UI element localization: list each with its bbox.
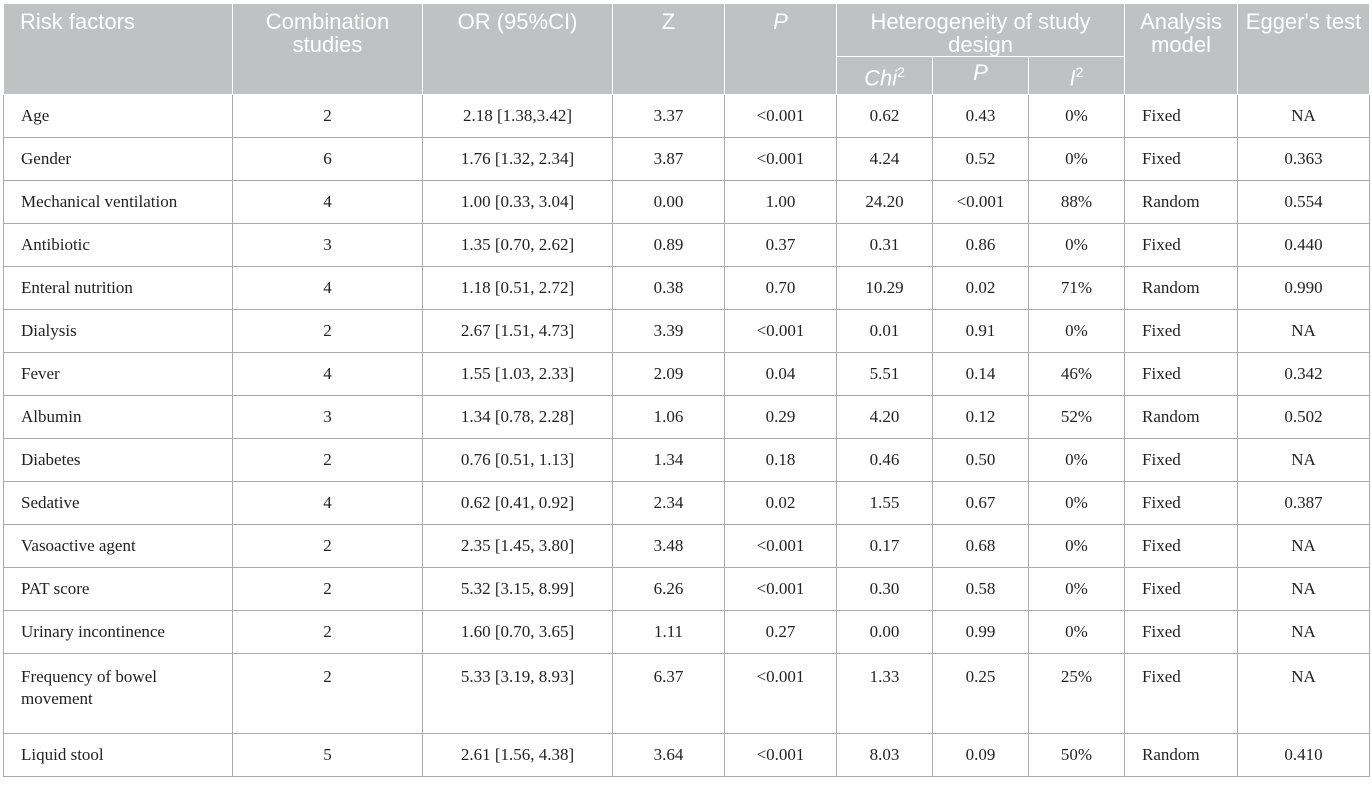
cell-z: 3.64 xyxy=(613,734,725,777)
cell-het-p: <0.001 xyxy=(933,181,1029,224)
cell-risk-factor: Liquid stool xyxy=(4,734,233,777)
risk-factors-table xyxy=(3,3,1370,777)
cell-z: 3.39 xyxy=(613,310,725,353)
cell-combination-studies: 4 xyxy=(233,267,423,310)
cell-chi2: 0.00 xyxy=(837,611,933,654)
cell-combination-studies: 5 xyxy=(233,734,423,777)
cell-risk-factor: Enteral nutrition xyxy=(4,267,233,310)
cell-het-p: 0.25 xyxy=(933,654,1029,734)
cell-analysis-model: Fixed xyxy=(1125,353,1238,396)
cell-i2: 0% xyxy=(1029,95,1125,138)
cell-analysis-model: Fixed xyxy=(1125,138,1238,181)
cell-combination-studies: 4 xyxy=(233,482,423,525)
cell-i2: 0% xyxy=(1029,611,1125,654)
cell-chi2: 5.51 xyxy=(837,353,933,396)
cell-or: 1.18 [0.51, 2.72] xyxy=(423,267,613,310)
cell-combination-studies: 2 xyxy=(233,654,423,734)
cell-risk-factor: Diabetes xyxy=(4,439,233,482)
cell-chi2: 0.31 xyxy=(837,224,933,267)
cell-z: 1.34 xyxy=(613,439,725,482)
cell-p: <0.001 xyxy=(725,310,837,353)
cell-eggers-test: 0.387 xyxy=(1238,482,1370,525)
cell-or: 1.60 [0.70, 3.65] xyxy=(423,611,613,654)
header-analysis-model: Analysis model xyxy=(1125,4,1238,95)
header-chi-text: Chi xyxy=(864,65,898,91)
table-row xyxy=(4,439,1370,482)
header-chi2 xyxy=(837,57,933,95)
cell-risk-factor: Vasoactive agent xyxy=(4,525,233,568)
cell-eggers-test: NA xyxy=(1238,95,1370,138)
table-row xyxy=(4,734,1370,777)
cell-i2: 46% xyxy=(1029,353,1125,396)
header-i-text: I xyxy=(1069,65,1076,91)
cell-het-p: 0.58 xyxy=(933,568,1029,611)
cell-combination-studies: 2 xyxy=(233,525,423,568)
cell-eggers-test: NA xyxy=(1238,568,1370,611)
cell-i2: 88% xyxy=(1029,181,1125,224)
header-risk-factors: Risk factors xyxy=(4,4,233,95)
cell-combination-studies: 3 xyxy=(233,224,423,267)
cell-eggers-test: NA xyxy=(1238,611,1370,654)
cell-chi2: 0.01 xyxy=(837,310,933,353)
cell-chi2: 0.62 xyxy=(837,95,933,138)
cell-or: 5.32 [3.15, 8.99] xyxy=(423,568,613,611)
cell-z: 3.37 xyxy=(613,95,725,138)
cell-het-p: 0.68 xyxy=(933,525,1029,568)
cell-risk-factor: Urinary incontinence xyxy=(4,611,233,654)
cell-het-p: 0.52 xyxy=(933,138,1029,181)
cell-z: 2.09 xyxy=(613,353,725,396)
cell-i2: 50% xyxy=(1029,734,1125,777)
cell-risk-factor: Antibiotic xyxy=(4,224,233,267)
cell-p: <0.001 xyxy=(725,734,837,777)
cell-combination-studies: 2 xyxy=(233,568,423,611)
cell-analysis-model: Fixed xyxy=(1125,95,1238,138)
cell-or: 2.61 [1.56, 4.38] xyxy=(423,734,613,777)
table-row xyxy=(4,138,1370,181)
cell-het-p: 0.91 xyxy=(933,310,1029,353)
cell-risk-factor: Age xyxy=(4,95,233,138)
cell-analysis-model: Fixed xyxy=(1125,611,1238,654)
cell-eggers-test: 0.440 xyxy=(1238,224,1370,267)
cell-i2: 0% xyxy=(1029,224,1125,267)
cell-or: 2.67 [1.51, 4.73] xyxy=(423,310,613,353)
cell-het-p: 0.09 xyxy=(933,734,1029,777)
header-or: OR (95%CI) xyxy=(423,4,613,95)
cell-p: <0.001 xyxy=(725,95,837,138)
cell-or: 1.34 [0.78, 2.28] xyxy=(423,396,613,439)
cell-eggers-test: NA xyxy=(1238,310,1370,353)
cell-i2: 0% xyxy=(1029,310,1125,353)
cell-het-p: 0.50 xyxy=(933,439,1029,482)
cell-p: <0.001 xyxy=(725,138,837,181)
cell-i2: 52% xyxy=(1029,396,1125,439)
table-row xyxy=(4,611,1370,654)
header-eggers-test: Egger's test xyxy=(1238,4,1370,95)
cell-p: 0.04 xyxy=(725,353,837,396)
table-row xyxy=(4,224,1370,267)
cell-p: <0.001 xyxy=(725,525,837,568)
cell-p: 0.37 xyxy=(725,224,837,267)
cell-eggers-test: 0.990 xyxy=(1238,267,1370,310)
cell-or: 5.33 [3.19, 8.93] xyxy=(423,654,613,734)
header-p xyxy=(725,4,837,95)
cell-or: 2.18 [1.38,3.42] xyxy=(423,95,613,138)
cell-combination-studies: 4 xyxy=(233,181,423,224)
cell-chi2: 8.03 xyxy=(837,734,933,777)
header-z: Z xyxy=(613,4,725,95)
cell-z: 0.00 xyxy=(613,181,725,224)
cell-analysis-model: Fixed xyxy=(1125,654,1238,734)
cell-z: 1.11 xyxy=(613,611,725,654)
cell-p: 0.29 xyxy=(725,396,837,439)
table-body xyxy=(4,95,1370,777)
cell-p: 0.02 xyxy=(725,482,837,525)
table-row xyxy=(4,568,1370,611)
cell-or: 1.35 [0.70, 2.62] xyxy=(423,224,613,267)
header-i2 xyxy=(1029,57,1125,95)
cell-eggers-test: NA xyxy=(1238,525,1370,568)
cell-i2: 71% xyxy=(1029,267,1125,310)
header-i-sup: 2 xyxy=(1075,64,1084,80)
cell-p: <0.001 xyxy=(725,654,837,734)
cell-analysis-model: Fixed xyxy=(1125,568,1238,611)
table-row xyxy=(4,396,1370,439)
cell-analysis-model: Fixed xyxy=(1125,482,1238,525)
header-combination-studies: Combination studies xyxy=(233,4,423,95)
cell-chi2: 0.46 xyxy=(837,439,933,482)
header-chi-sup: 2 xyxy=(897,64,905,80)
table-row xyxy=(4,310,1370,353)
table-row xyxy=(4,267,1370,310)
cell-eggers-test: 0.363 xyxy=(1238,138,1370,181)
cell-chi2: 0.17 xyxy=(837,525,933,568)
table-row xyxy=(4,95,1370,138)
cell-p: 0.18 xyxy=(725,439,837,482)
cell-eggers-test: NA xyxy=(1238,439,1370,482)
cell-combination-studies: 6 xyxy=(233,138,423,181)
table-header xyxy=(4,4,1370,95)
cell-combination-studies: 3 xyxy=(233,396,423,439)
table-row xyxy=(4,525,1370,568)
cell-risk-factor: Fever xyxy=(4,353,233,396)
cell-risk-factor: Albumin xyxy=(4,396,233,439)
cell-risk-factor: Frequency of bowel movement xyxy=(4,654,233,734)
cell-analysis-model: Random xyxy=(1125,267,1238,310)
cell-or: 0.76 [0.51, 1.13] xyxy=(423,439,613,482)
cell-chi2: 1.33 xyxy=(837,654,933,734)
cell-or: 1.00 [0.33, 3.04] xyxy=(423,181,613,224)
cell-het-p: 0.43 xyxy=(933,95,1029,138)
header-heterogeneity: Heterogeneity of study design xyxy=(837,4,1125,57)
cell-het-p: 0.14 xyxy=(933,353,1029,396)
cell-analysis-model: Fixed xyxy=(1125,310,1238,353)
cell-analysis-model: Random xyxy=(1125,181,1238,224)
cell-chi2: 24.20 xyxy=(837,181,933,224)
cell-p: 0.27 xyxy=(725,611,837,654)
table-row xyxy=(4,654,1370,734)
cell-i2: 0% xyxy=(1029,525,1125,568)
cell-analysis-model: Fixed xyxy=(1125,439,1238,482)
cell-combination-studies: 2 xyxy=(233,310,423,353)
cell-risk-factor: Dialysis xyxy=(4,310,233,353)
table-row xyxy=(4,181,1370,224)
cell-eggers-test: 0.410 xyxy=(1238,734,1370,777)
cell-eggers-test: 0.554 xyxy=(1238,181,1370,224)
cell-risk-factor: Gender xyxy=(4,138,233,181)
cell-het-p: 0.67 xyxy=(933,482,1029,525)
cell-z: 2.34 xyxy=(613,482,725,525)
cell-combination-studies: 2 xyxy=(233,95,423,138)
cell-i2: 0% xyxy=(1029,568,1125,611)
cell-combination-studies: 2 xyxy=(233,611,423,654)
cell-combination-studies: 4 xyxy=(233,353,423,396)
cell-z: 3.48 xyxy=(613,525,725,568)
cell-combination-studies: 2 xyxy=(233,439,423,482)
cell-risk-factor: PAT score xyxy=(4,568,233,611)
cell-i2: 0% xyxy=(1029,482,1125,525)
cell-chi2: 4.20 xyxy=(837,396,933,439)
cell-p: 0.70 xyxy=(725,267,837,310)
cell-het-p: 0.02 xyxy=(933,267,1029,310)
cell-z: 6.26 xyxy=(613,568,725,611)
cell-z: 0.38 xyxy=(613,267,725,310)
cell-z: 0.89 xyxy=(613,224,725,267)
cell-analysis-model: Fixed xyxy=(1125,525,1238,568)
cell-het-p: 0.86 xyxy=(933,224,1029,267)
cell-chi2: 10.29 xyxy=(837,267,933,310)
cell-z: 3.87 xyxy=(613,138,725,181)
cell-z: 6.37 xyxy=(613,654,725,734)
cell-chi2: 1.55 xyxy=(837,482,933,525)
cell-risk-factor: Mechanical ventilation xyxy=(4,181,233,224)
cell-het-p: 0.12 xyxy=(933,396,1029,439)
cell-z: 1.06 xyxy=(613,396,725,439)
cell-analysis-model: Fixed xyxy=(1125,224,1238,267)
cell-or: 2.35 [1.45, 3.80] xyxy=(423,525,613,568)
cell-chi2: 0.30 xyxy=(837,568,933,611)
cell-analysis-model: Random xyxy=(1125,734,1238,777)
cell-i2: 0% xyxy=(1029,138,1125,181)
cell-eggers-test: 0.502 xyxy=(1238,396,1370,439)
cell-analysis-model: Random xyxy=(1125,396,1238,439)
cell-eggers-test: NA xyxy=(1238,654,1370,734)
cell-p: 1.00 xyxy=(725,181,837,224)
cell-chi2: 4.24 xyxy=(837,138,933,181)
header-het-p: P xyxy=(933,57,1029,95)
cell-i2: 25% xyxy=(1029,654,1125,734)
cell-or: 1.55 [1.03, 2.33] xyxy=(423,353,613,396)
cell-i2: 0% xyxy=(1029,439,1125,482)
cell-p: <0.001 xyxy=(725,568,837,611)
cell-het-p: 0.99 xyxy=(933,611,1029,654)
cell-risk-factor: Sedative xyxy=(4,482,233,525)
header-p-text: P xyxy=(773,9,788,34)
cell-or: 1.76 [1.32, 2.34] xyxy=(423,138,613,181)
cell-or: 0.62 [0.41, 0.92] xyxy=(423,482,613,525)
cell-eggers-test: 0.342 xyxy=(1238,353,1370,396)
table-row xyxy=(4,482,1370,525)
table-row xyxy=(4,353,1370,396)
